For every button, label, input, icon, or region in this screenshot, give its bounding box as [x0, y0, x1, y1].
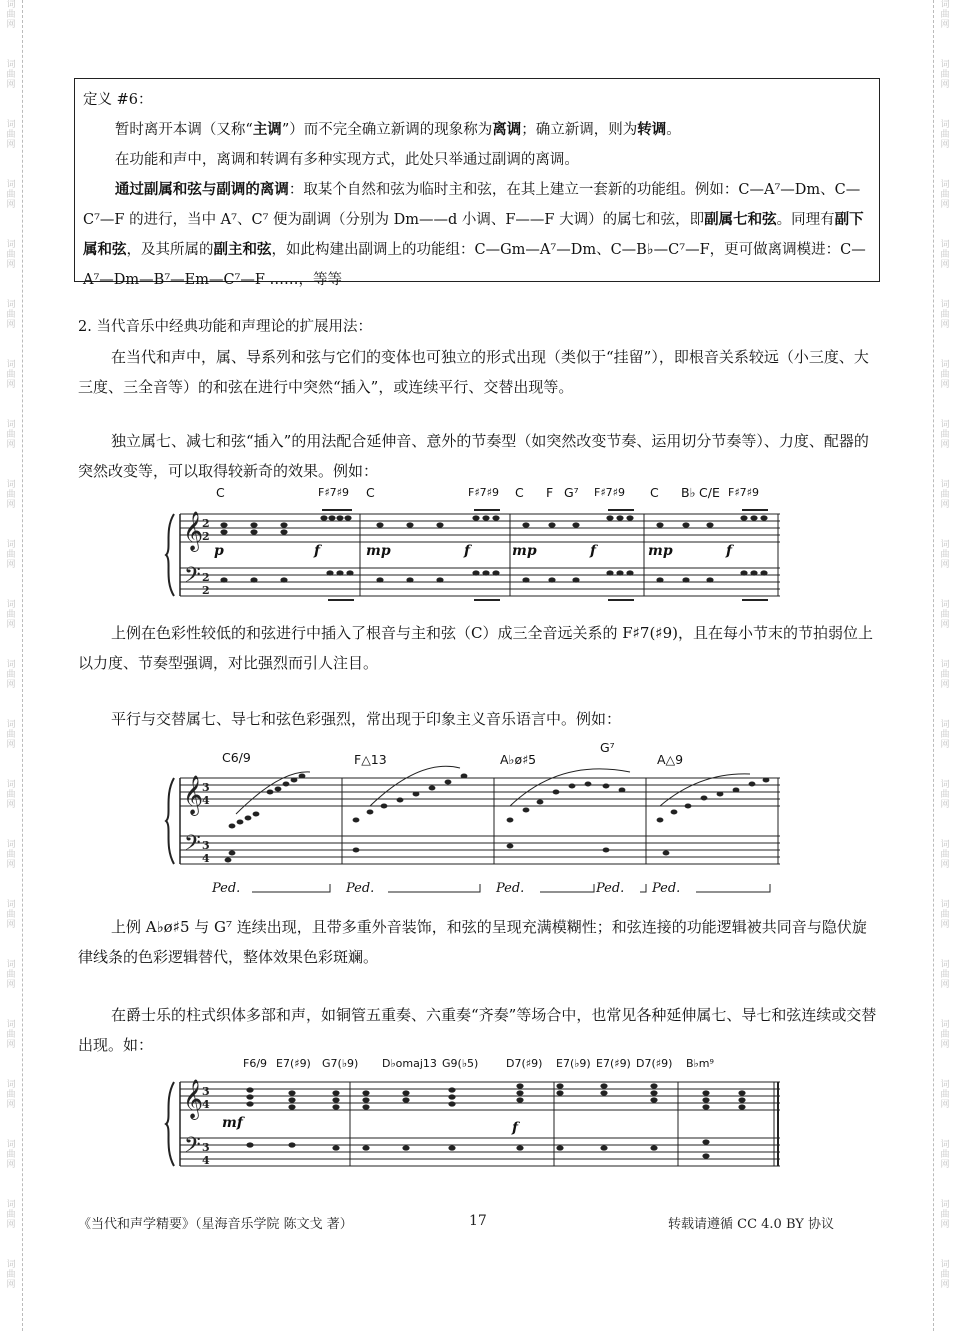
margin-watermark: 词曲网 — [940, 0, 950, 30]
paragraph-6-block — [78, 1000, 880, 1060]
margin-watermark: 词曲网 — [6, 540, 16, 570]
bass-clef: 𝄢 — [184, 1133, 201, 1163]
margin-watermark: 词曲网 — [6, 1200, 16, 1230]
ex1-chord: C — [515, 485, 524, 500]
margin-watermark: 词曲网 — [6, 780, 16, 810]
time-signature: 2 — [202, 517, 210, 530]
margin-watermark: 词曲网 — [940, 540, 950, 570]
dynamic-mark: f — [726, 543, 733, 559]
footer-license: 转载请遵循 CC 4.0 BY 协议 — [668, 1217, 835, 1232]
time-signature: 4 — [202, 1098, 210, 1111]
ex2-chord: F△13 — [354, 752, 387, 767]
treble-clef: 𝄞 — [183, 1079, 204, 1119]
time-signature: 4 — [202, 852, 210, 865]
margin-watermark: 词曲网 — [940, 120, 950, 150]
ex1-chord: C — [216, 485, 225, 500]
ex1-chord: C — [366, 485, 375, 500]
bass-clef: 𝄢 — [184, 563, 201, 593]
time-signature: 3 — [202, 839, 210, 852]
ex3-chord: E7(♯9) — [596, 1057, 631, 1070]
margin-watermark: 词曲网 — [6, 120, 16, 150]
ex3-chord: D♭omaj13 — [382, 1057, 437, 1070]
paragraph-1: 在当代和声中，属、导系列和弦与它们的变体也可独立的形式出现（类似于“挂留”），即根音关系较远（小三度、大三度、三全音等）的和弦在进行中突然“插入”，或连续平行、交替出现等。 — [78, 348, 869, 396]
definition-line-2: 在功能和声中，离调和转调有多种实现方式，此处只举通过副调的离调。 — [114, 152, 579, 168]
dynamic-mark: f — [590, 543, 597, 559]
ex3-chord: D7(♯9) — [506, 1057, 543, 1070]
paragraph-2-block — [78, 426, 880, 486]
margin-watermark: 词曲网 — [6, 480, 16, 510]
pedal-mark: Ped. — [596, 881, 625, 896]
dynamic-mark: mf — [222, 1115, 243, 1131]
bass-clef: 𝄢 — [184, 831, 201, 861]
dynamic-mark: mp — [366, 543, 391, 559]
margin-watermark: 词曲网 — [6, 360, 16, 390]
paragraph-5-block — [78, 912, 880, 972]
margin-watermark: 词曲网 — [6, 1080, 16, 1110]
margin-watermark: 词曲网 — [940, 780, 950, 810]
margin-watermark: 词曲网 — [6, 240, 16, 270]
music-example-3 — [160, 1068, 800, 1176]
dynamic-mark: f — [314, 543, 321, 559]
paragraph-4: 平行与交替属七、导七和弦色彩强烈，常出现于印象主义音乐语言中。例如： — [111, 710, 622, 728]
ex3-noteheads — [246, 1083, 745, 1158]
dynamic-mark: f — [464, 543, 471, 559]
margin-watermark: 词曲网 — [6, 720, 16, 750]
margin-watermark: 词曲网 — [940, 1080, 950, 1110]
section-heading: 2. 当代音乐中经典功能和声理论的扩展用法： — [78, 319, 372, 335]
margin-watermark: 词曲网 — [6, 0, 16, 30]
ex1-chord: F♯7♯9 — [468, 486, 499, 499]
time-signature: 3 — [202, 781, 210, 794]
ex3-chord: B♭m⁹ — [686, 1057, 714, 1070]
pedal-mark: Ped. — [652, 881, 681, 896]
treble-clef: 𝄞 — [183, 775, 204, 815]
margin-watermark: 词曲网 — [6, 1260, 16, 1290]
margin-watermark: 词曲网 — [940, 240, 950, 270]
time-signature: 4 — [202, 1154, 210, 1167]
margin-watermark: 词曲网 — [6, 60, 16, 90]
right-margin-strip — [933, 0, 956, 1331]
margin-watermark: 词曲网 — [940, 900, 950, 930]
paragraph-4-block — [78, 704, 880, 734]
definition-line-3: 通过副属和弦与副调的离调：取某个自然和弦为临时主和弦，在其上建立一套新的功能组。例如：C—A⁷—Dm、C—C⁷—F 的进行，当中 A⁷、C⁷ 便为副调（分别为 Dm——d 小调、F——F 大调）的属七和弦，即副属七和弦。同理有副下属和弦，及其所属的副主和弦，如此构建出副调上的功能组：C—Gm—A⁷—Dm、C—B♭—C⁷—F，更可做离调模进：C—A⁷—Dm—B⁷—Em—C⁷—F ……，等等 — [83, 182, 866, 288]
margin-watermark: 词曲网 — [940, 840, 950, 870]
ex3-chord: F6/9 — [243, 1057, 268, 1070]
paragraph-3-block — [78, 618, 880, 678]
margin-watermark: 词曲网 — [940, 600, 950, 630]
margin-watermark: 词曲网 — [6, 960, 16, 990]
left-margin-strip — [0, 0, 23, 1331]
time-signature: 2 — [202, 584, 210, 597]
margin-watermark: 词曲网 — [6, 1020, 16, 1050]
paragraph-2: 独立属七、减七和弦“插入”的用法配合延伸音、意外的节奏型（如突然改变节奏、运用切分节奏等）、力度、配器的突然改变等，可以取得较新奇的效果。例如： — [78, 432, 869, 480]
margin-watermark: 词曲网 — [6, 180, 16, 210]
margin-watermark: 词曲网 — [940, 420, 950, 450]
ex1-chord: C/E — [699, 485, 720, 500]
margin-watermark: 词曲网 — [940, 360, 950, 390]
ex2-chord: A△9 — [657, 752, 684, 767]
time-signature: 3 — [202, 1141, 210, 1154]
dynamic-mark: f — [512, 1120, 519, 1136]
ex1-chord: F♯7♯9 — [728, 486, 759, 499]
margin-watermark: 词曲网 — [940, 180, 950, 210]
music-example-1 — [160, 500, 800, 610]
margin-watermark: 词曲网 — [6, 1140, 16, 1170]
ex2-chord: C6/9 — [222, 750, 251, 765]
ex1-chord: F♯7♯9 — [318, 486, 349, 499]
definition-heading: 定义 #6： — [83, 92, 153, 108]
definition-box — [74, 78, 880, 288]
margin-watermark: 词曲网 — [6, 840, 16, 870]
ex1-chord: G⁷ — [564, 485, 579, 500]
page-number: 17 — [469, 1213, 487, 1229]
treble-clef: 𝄞 — [183, 511, 204, 551]
margin-watermark: 词曲网 — [940, 960, 950, 990]
ex3-chord: G7(♭9) — [322, 1057, 359, 1070]
ex1-chord: F — [546, 485, 554, 500]
ex1-noteheads — [220, 515, 767, 582]
margin-watermark: 词曲网 — [6, 600, 16, 630]
ex1-chord: F♯7♯9 — [594, 486, 625, 499]
pedal-mark: Ped. — [346, 881, 375, 896]
ex3-chord: E7(♯9) — [276, 1057, 311, 1070]
margin-watermark: 词曲网 — [6, 900, 16, 930]
margin-watermark: 词曲网 — [940, 1140, 950, 1170]
dynamic-mark: mp — [648, 543, 673, 559]
paragraph-3: 上例在色彩性较低的和弦进行中插入了根音与主和弦（C）成三全音远关系的 F♯7(♯9)，且在每小节末的节拍弱位上以力度、节奏型强调，对比强烈而引人注目。 — [78, 624, 873, 672]
margin-watermark: 词曲网 — [6, 420, 16, 450]
margin-watermark: 词曲网 — [940, 660, 950, 690]
time-signature: 2 — [202, 530, 210, 543]
pedal-lines — [160, 880, 800, 894]
paragraph-5: 上例 A♭ø♯5 与 G⁷ 连续出现，且带多重外音装饰，和弦的呈现充满模糊性；和弦连接的功能逻辑被共同音与隐伏旋律线条的色彩逻辑替代，整体效果色彩斑斓。 — [78, 918, 867, 966]
ex2-chord: A♭ø♯5 — [500, 752, 537, 767]
dynamic-mark: p — [214, 543, 224, 559]
margin-watermark: 词曲网 — [940, 1020, 950, 1050]
footer-book-title: 《当代和声学精要》（星海音乐学院 陈文戈 著） — [78, 1217, 353, 1232]
music-example-2 — [160, 762, 800, 882]
ex3-chord: G9(♭5) — [442, 1057, 479, 1070]
dynamic-mark: mp — [512, 543, 537, 559]
pedal-mark: Ped. — [496, 881, 525, 896]
section-2-intro — [78, 312, 880, 402]
margin-watermark: 词曲网 — [940, 300, 950, 330]
definition-line-1: 暂时离开本调（又称“主调”）而不完全确立新调的现象称为离调；确立新调，则为转调。 — [114, 122, 681, 138]
margin-watermark: 词曲网 — [940, 60, 950, 90]
time-signature: 2 — [202, 571, 210, 584]
ex3-chord: D7(♯9) — [636, 1057, 673, 1070]
pedal-mark: Ped. — [212, 881, 241, 896]
margin-watermark: 词曲网 — [940, 720, 950, 750]
ex3-chord: E7(♭9) — [556, 1057, 591, 1070]
ex1-chord: B♭ — [681, 485, 696, 500]
margin-watermark: 词曲网 — [940, 480, 950, 510]
paragraph-6: 在爵士乐的柱式织体多部和声，如铜管五重奏、六重奏“齐奏”等场合中，也常见各种延伸属七、导七和弦连续或交替出现。如： — [78, 1006, 877, 1054]
time-signature: 4 — [202, 794, 210, 807]
time-signature: 3 — [202, 1085, 210, 1098]
margin-watermark: 词曲网 — [6, 660, 16, 690]
margin-watermark: 词曲网 — [6, 300, 16, 330]
margin-watermark: 词曲网 — [940, 1260, 950, 1290]
ex1-chord: C — [650, 485, 659, 500]
ex2-chord: G⁷ — [600, 740, 615, 755]
margin-watermark: 词曲网 — [940, 1200, 950, 1230]
